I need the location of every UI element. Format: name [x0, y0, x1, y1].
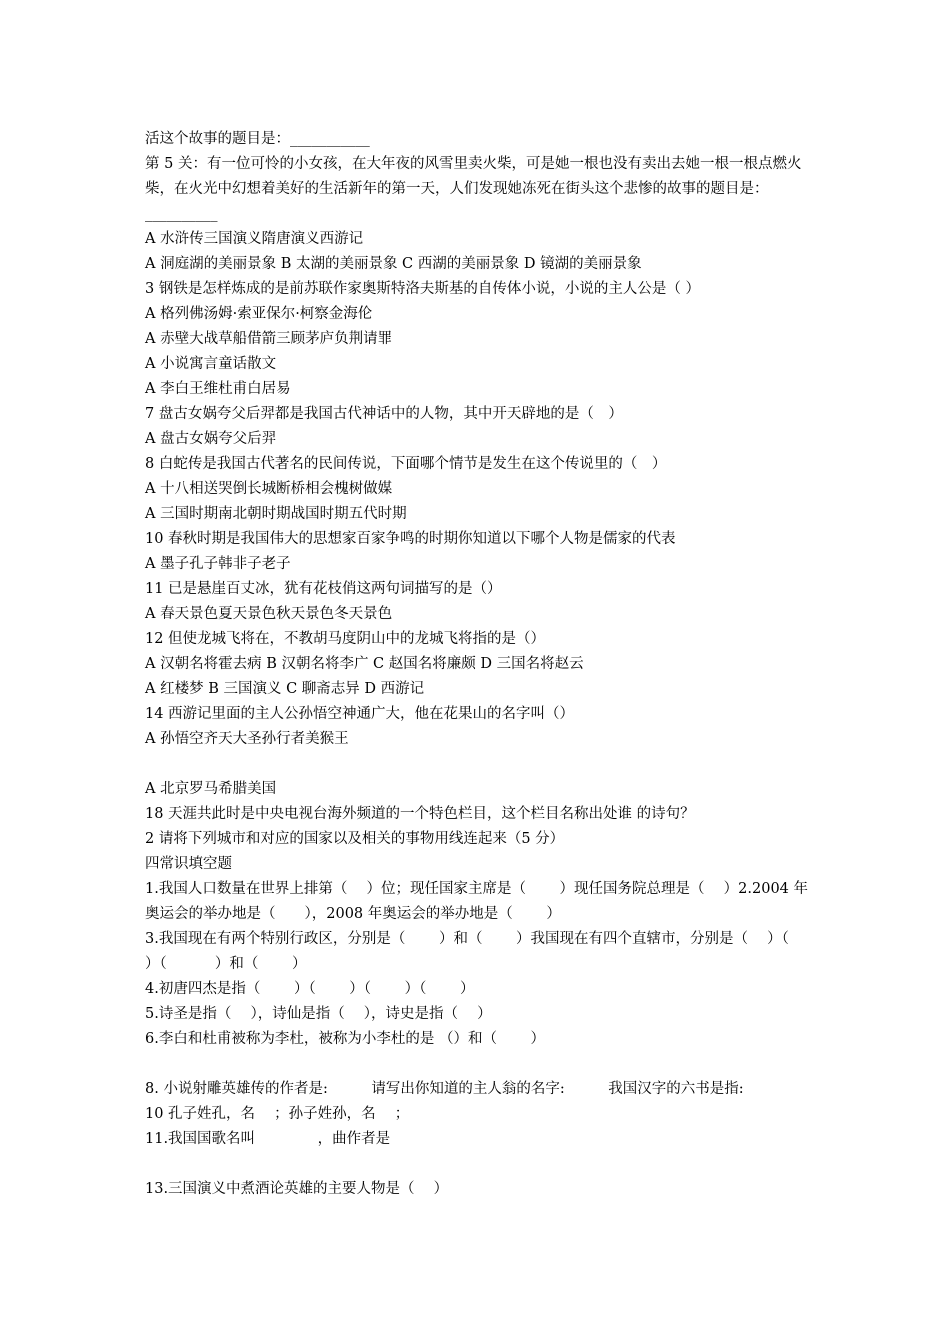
question-line: 3 钢铁是怎样炼成的是前苏联作家奥斯特洛夫斯基的自传体小说，小说的主人公是（ ） [145, 281, 700, 297]
question-line: 7 盘古女娲夸父后羿都是我国古代神话中的人物，其中开天辟地的是（ ） [145, 406, 623, 422]
option-line: A 汉朝名将霍去病 B 汉朝名将李广 C 赵国名将廉颇 D 三国名将赵云 [145, 656, 584, 672]
option-line: A 赤壁大战草船借箭三顾茅庐负荆请罪 [145, 331, 393, 347]
fill-in-paragraph: 8. 小说射雕英雄传的作者是: 请写出你知道的主人翁的名字: 我国汉字的六书是指: [145, 1081, 744, 1097]
fill-in-line: 5.诗圣是指（ ），诗仙是指（ ），诗史是指（ ） [145, 1006, 492, 1022]
fill-in-paragraph: 3.我国现在有两个特别行政区，分别是（ ）和（ ）我国现在有四个直辖市，分别是（ ）（ ）（ ）和（ ） [145, 931, 838, 972]
text-paragraph: 第 5 关：有一位可怜的小女孩，在大年夜的风雪里卖火柴，可是她一根也没有卖出去她一根一根点燃火柴，在火光中幻想着美好的生活新年的第一天，人们发现她冻死在街头这个悲惨的故事的题目是：__________ [145, 156, 802, 222]
fill-in-line: 13.三国演义中煮酒论英雄的主要人物是（ ） [145, 1181, 449, 1197]
fill-in-line: 11.我国国歌名叫 ，曲作者是 [145, 1131, 391, 1147]
question-line: 8 白蛇传是我国古代著名的民间传说，下面哪个情节是发生在这个传说里的（ ） [145, 456, 667, 472]
option-line: A 红楼梦 B 三国演义 C 聊斋志异 D 西游记 [145, 681, 425, 697]
question-line: 2 请将下列城市和对应的国家以及相关的事物用线连起来（5 分） [145, 831, 565, 847]
fill-in-line: 10 孔子姓孔，名 ；孙子姓孙，名 ； [145, 1106, 410, 1122]
question-line: 14 西游记里面的主人公孙悟空神通广大，他在花果山的名字叫（） [145, 706, 575, 722]
option-line: A 春天景色夏天景色秋天景色冬天景色 [145, 606, 393, 622]
option-line: A 格列佛汤姆·索亚保尔·柯察金海伦 [145, 306, 373, 322]
blank-line [145, 1152, 815, 1177]
fill-in-line: 6.李白和杜甫被称为李杜，被称为小李杜的是 （）和（ ） [145, 1031, 546, 1047]
question-line: 12 但使龙城飞将在，不教胡马度阴山中的龙城飞将指的是（） [145, 631, 546, 647]
question-line: 18 天涯共此时是中央电视台海外频道的一个特色栏目，这个栏目名称出处谁 的诗句？ [145, 806, 695, 822]
document-page [145, 127, 838, 1202]
option-line: A 盘古女娲夸父后羿 [145, 431, 277, 447]
fill-in-line: 4.初唐四杰是指（ ）（ ）（ ）（ ） [145, 981, 475, 997]
question-line: 10 春秋时期是我国伟大的思想家百家争鸣的时期你知道以下哪个人物是儒家的代表 [145, 531, 676, 547]
option-line: A 小说寓言童话散文 [145, 356, 277, 372]
question-line: 11 已是悬崖百丈冰，犹有花枝俏这两句词描写的是（） [145, 581, 502, 597]
option-line: A 孙悟空齐天大圣孙行者美猴王 [145, 731, 349, 747]
option-line: A 李白王维杜甫白居易 [145, 381, 291, 397]
option-line: A 墨子孔子韩非子老子 [145, 556, 291, 572]
text-line: 活这个故事的题目是：___________ [145, 131, 370, 147]
option-line: A 洞庭湖的美丽景象 B 太湖的美丽景象 C 西湖的美丽景象 D 镜湖的美丽景象 [145, 256, 642, 272]
blank-line [145, 1052, 815, 1077]
fill-in-paragraph: 1.我国人口数量在世界上排第（ ）位；现任国家主席是（ ）现任国务院总理是（ ）2.2004 年奥运会的举办地是（ ），2008 年奥运会的举办地是（ ） [145, 881, 809, 922]
option-line: A 十八相送哭倒长城断桥相会槐树做媒 [145, 481, 393, 497]
option-line: A 北京罗马希腊美国 [145, 781, 277, 797]
section-heading: 四常识填空题 [145, 856, 232, 872]
blank-line [145, 752, 815, 777]
option-line: A 水浒传三国演义隋唐演义西游记 [145, 231, 364, 247]
option-line: A 三国时期南北朝时期战国时期五代时期 [145, 506, 407, 522]
